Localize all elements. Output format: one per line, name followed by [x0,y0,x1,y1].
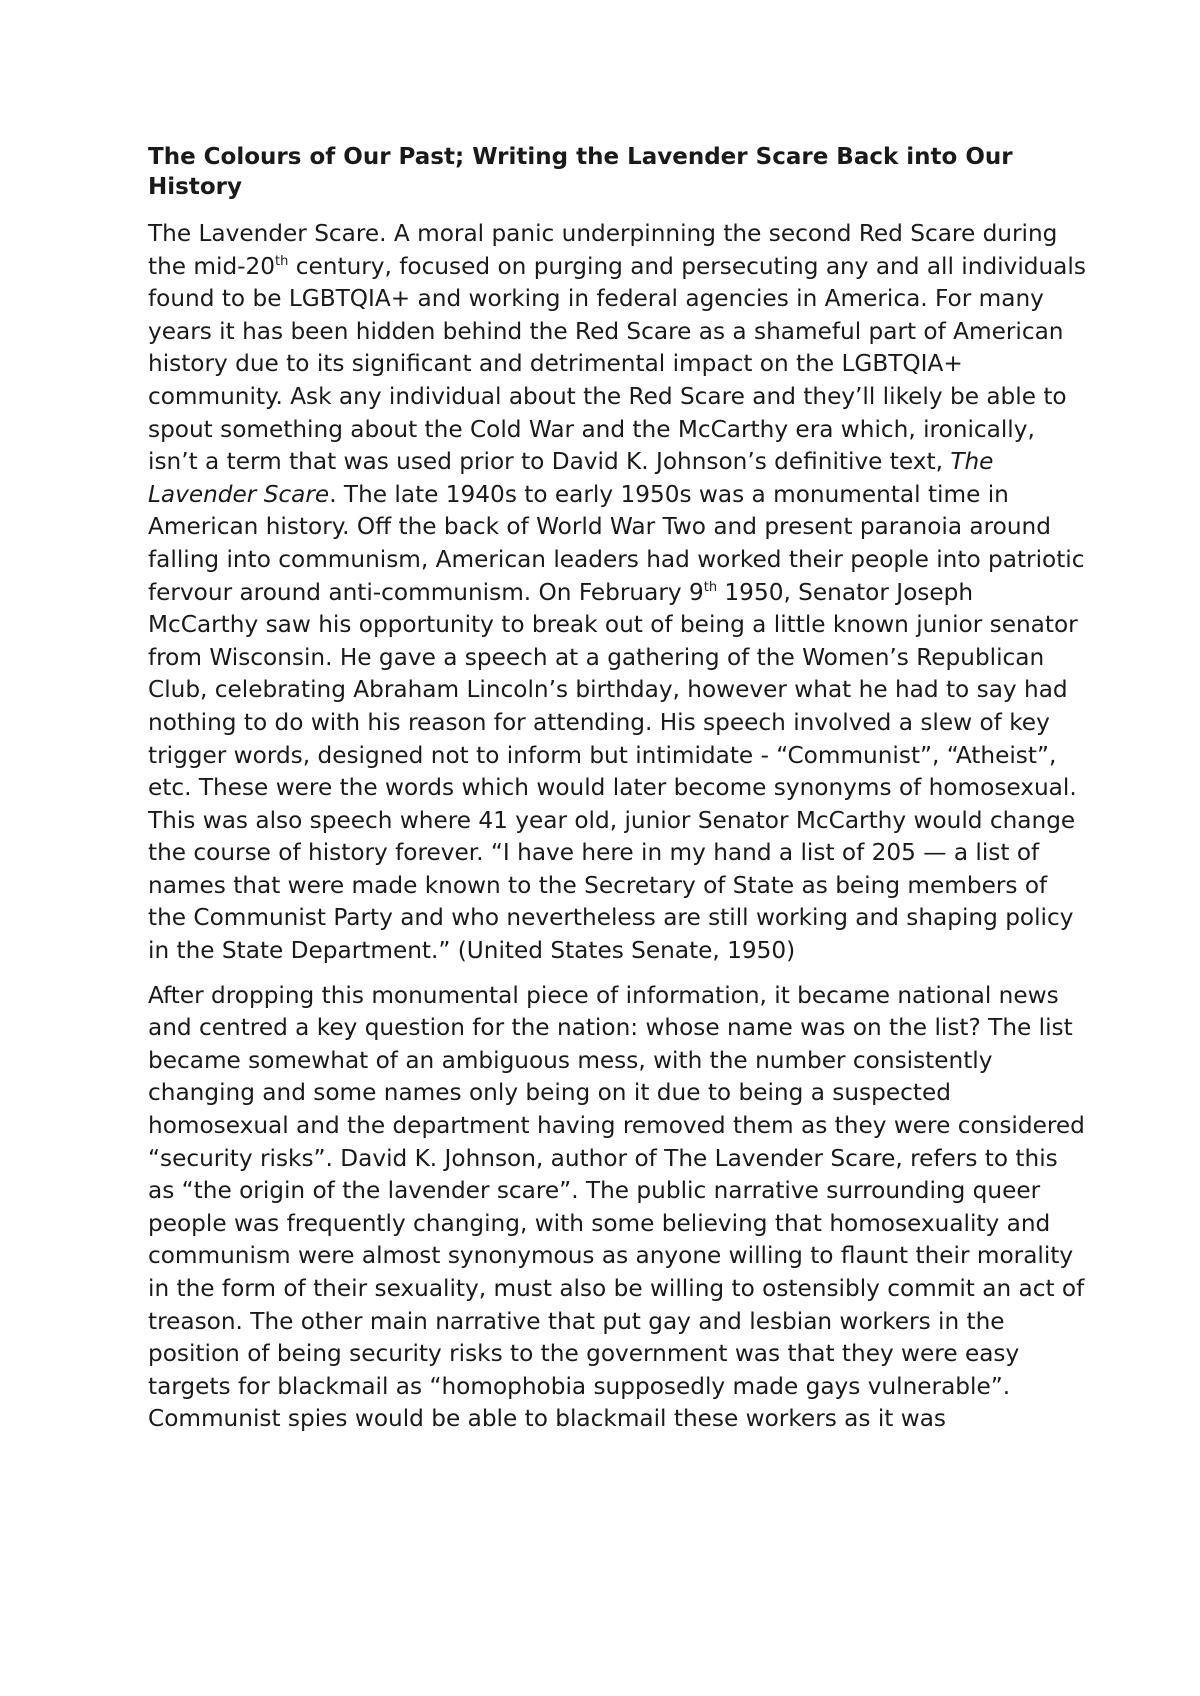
ordinal-suffix-2: th [703,579,718,595]
book-title: The Lavender Scare [148,448,994,508]
document-page [148,142,1088,1448]
paragraph-1-text-d: 1950, Senator Joseph McCarthy saw his opportunity to break out of being a little known junior senator from Wisconsin. He gave a speech at a gathering of the Women’s Republican Club, celebrating Abraham Lincoln’s birthday, however what he had to say had nothing to do with his reason for attending. His speech involved a slew of key trigger words, designed not to inform but intimidate - “Communist”, “Atheist”, etc. These were the words which would later become synonyms of homosexual. This was also speech where 41 year old, junior Senator McCarthy would change the course of history forever. “I have here in my hand a list of 205 — a list of names that were made known to the Secretary of State as being members of the Communist Party and who nevertheless are still working and shaping policy in the State Department.” (United States Senate, 1950) [148,578,1078,965]
paragraph-1 [148,218,1088,968]
ordinal-suffix-1: th [275,253,289,269]
paragraph-1-text-a: The Lavender Scare. A moral panic underpinning the second Red Scare during the mid-20 [148,220,1058,280]
paragraph-1-text-b: century, focused on purging and persecuting any and all individuals found to be LGBTQIA+ and working in federal agencies in America. For many years it has been hidden behind the Red Scare as a shameful part of American history due to its significant and detrimental impact on the LGBTQIA+ community. Ask any individual about the Red Scare and they’ll likely be able to spout something about the Cold War and the McCarthy era which, ironically, isn’t a term that was used prior to David K. Johnson’s definitive text, [148,252,1086,476]
paragraph-1-text-c: . The late 1940s to early 1950s was a monumental time in American history. Off the back of World War Two and present paranoia around falling into communism, American leaders had worked their people into patriotic fervour around anti-communism. On February 9 [148,480,1085,606]
paragraph-2: After dropping this monumental piece of information, it became national news and centred a key question for the nation: whose name was on the list? The list became somewhat of an ambiguous mess, with the number consistently changing and some names only being on it due to being a suspected homosexual and the department having removed them as they were considered “security risks”. David K. Johnson, author of The Lavender Scare, refers to this as “the origin of the lavender scare”. The public narrative surrounding queer people was frequently changing, with some believing that homosexuality and communism were almost synonymous as anyone willing to flaunt their morality in the form of their sexuality, must also be willing to ostensibly commit an act of treason. The other main narrative that put gay and lesbian workers in the position of being security risks to the government was that they were easy targets for blackmail as “homophobia supposedly made gays vulnerable”. Communist spies would be able to blackmail these workers as it was [148,981,1085,1433]
document-title: The Colours of Our Past; Writing the Lavender Scare Back into Our History [148,144,1013,200]
